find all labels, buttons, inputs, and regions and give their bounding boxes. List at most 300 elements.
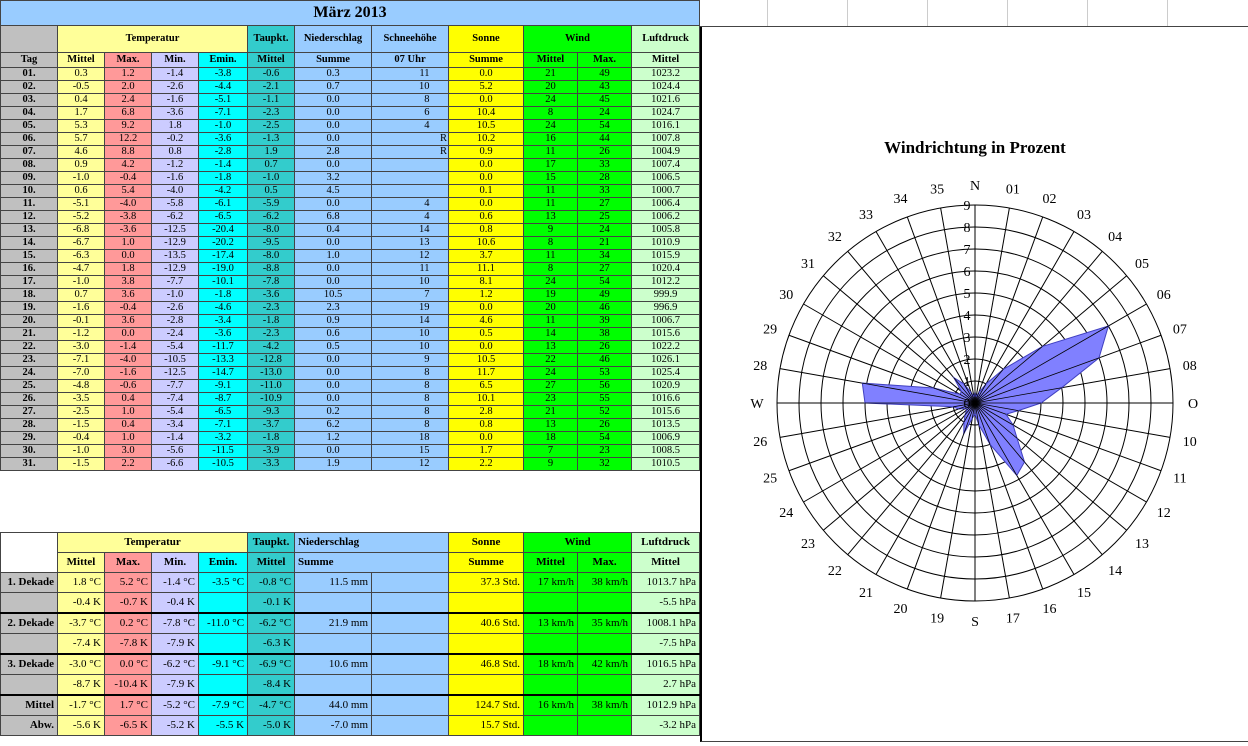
- sum-cell-sonne: 15.7 Std.: [449, 716, 524, 736]
- cell-sonne: 1.2: [449, 289, 524, 302]
- cell-luftdruck: 1015.6: [632, 328, 700, 341]
- cell-max: 2.2: [105, 458, 152, 471]
- sum-cell-min: -5.2 °C: [152, 695, 199, 716]
- cell-min: -1.6: [152, 94, 199, 107]
- cell-wind-mittel: 24: [524, 120, 578, 133]
- hdr-tag: Tag: [1, 53, 58, 68]
- cell-luftdruck: 1023.2: [632, 68, 700, 81]
- cell-min: -2.6: [152, 81, 199, 94]
- direction-label: 35: [930, 182, 945, 198]
- cell-wind-mittel: 20: [524, 302, 578, 315]
- cell-emin: -20.2: [199, 237, 248, 250]
- cell-mittel: 0.7: [58, 289, 105, 302]
- direction-label: 16: [1042, 601, 1057, 617]
- cell-max: 9.2: [105, 120, 152, 133]
- cell-tag: 27.: [1, 406, 58, 419]
- cell-niederschlag: 2.8: [295, 146, 372, 159]
- sum-cell-label: Mittel: [1, 695, 58, 716]
- table-row: [1, 445, 700, 458]
- sum-cell-label: Abw.: [1, 716, 58, 736]
- cell-mittel: -7.0: [58, 367, 105, 380]
- table-row: [1, 432, 700, 445]
- cell-mittel: -1.2: [58, 328, 105, 341]
- cell-wind-max: 26: [578, 146, 632, 159]
- hdr-temperatur: Temperatur: [58, 26, 248, 53]
- sum-hdr-wind-mittel: Mittel: [524, 553, 578, 573]
- cell-wind-mittel: 11: [524, 185, 578, 198]
- cell-luftdruck: 1022.2: [632, 341, 700, 354]
- cell-schnee-flag: [433, 224, 449, 237]
- sum-cell-nied: 21.9 mm: [295, 613, 372, 634]
- sum-cell-luft: -7.5 hPa: [632, 634, 700, 655]
- cell-emin: -11.5: [199, 445, 248, 458]
- sum-cell-min: -6.2 °C: [152, 654, 199, 675]
- hdr-emin: Emin.: [199, 53, 248, 68]
- sum-cell-label: [1, 593, 58, 614]
- cell-wind-max: 38: [578, 328, 632, 341]
- cell-mittel: 5.7: [58, 133, 105, 146]
- cell-niederschlag: 0.0: [295, 198, 372, 211]
- cell-schnee-flag: [433, 198, 449, 211]
- cell-mittel: -3.5: [58, 393, 105, 406]
- cell-max: -4.0: [105, 354, 152, 367]
- sum-cell-wmittel: 16 km/h: [524, 695, 578, 716]
- summary-row: [1, 634, 700, 655]
- cell-max: 0.0: [105, 328, 152, 341]
- cell-min: -5.4: [152, 406, 199, 419]
- sum-cell-wmittel: [524, 634, 578, 655]
- hdr-wind-max: Max.: [578, 53, 632, 68]
- direction-label: N: [969, 179, 981, 194]
- cell-tag: 11.: [1, 198, 58, 211]
- wind-rose-chart: [702, 27, 1248, 741]
- wind-series-area: [862, 326, 1108, 475]
- cell-luftdruck: 1020.4: [632, 263, 700, 276]
- cell-min: -1.4: [152, 68, 199, 81]
- cell-schnee-flag: [433, 81, 449, 94]
- cell-luftdruck: 1006.2: [632, 211, 700, 224]
- cell-niederschlag: 10.5: [295, 289, 372, 302]
- sum-cell-wmax: [578, 675, 632, 696]
- cell-tag: 14.: [1, 237, 58, 250]
- cell-schnee: 11: [372, 68, 433, 81]
- cell-max: 3.6: [105, 289, 152, 302]
- cell-max: -4.0: [105, 198, 152, 211]
- cell-luftdruck: 1007.8: [632, 133, 700, 146]
- cell-emin: -20.4: [199, 224, 248, 237]
- cell-taupkt: -7.8: [248, 276, 295, 289]
- cell-sonne: 0.1: [449, 185, 524, 198]
- cell-wind-mittel: 8: [524, 263, 578, 276]
- cell-tag: 22.: [1, 341, 58, 354]
- cell-min: -4.0: [152, 185, 199, 198]
- cell-schnee-flag: [433, 107, 449, 120]
- cell-emin: -10.1: [199, 276, 248, 289]
- sum-cell-mittel: -7.4 K: [58, 634, 105, 655]
- sum-cell-wmittel: [524, 593, 578, 614]
- cell-emin: -3.2: [199, 432, 248, 445]
- cell-niederschlag: 0.0: [295, 107, 372, 120]
- cell-niederschlag: 0.0: [295, 120, 372, 133]
- direction-label: O: [1187, 397, 1199, 412]
- cell-emin: -8.7: [199, 393, 248, 406]
- sum-cell-spacer: [372, 613, 449, 634]
- sum-cell-max: 0.0 °C: [105, 654, 152, 675]
- cell-schnee: 13: [372, 237, 433, 250]
- table-row: [1, 406, 700, 419]
- table-row: [1, 315, 700, 328]
- direction-label: 19: [930, 611, 945, 627]
- cell-wind-mittel: 11: [524, 250, 578, 263]
- cell-niederschlag: 0.7: [295, 81, 372, 94]
- cell-min: -7.7: [152, 276, 199, 289]
- cell-emin: -10.5: [199, 458, 248, 471]
- ring-label: 4: [963, 309, 971, 324]
- hdr-mittel: Mittel: [58, 53, 105, 68]
- cell-luftdruck: 999.9: [632, 289, 700, 302]
- sum-cell-label: 1. Dekade: [1, 573, 58, 593]
- cell-wind-max: 49: [578, 289, 632, 302]
- cell-min: -1.0: [152, 289, 199, 302]
- cell-schnee: 9: [372, 354, 433, 367]
- cell-tag: 21.: [1, 328, 58, 341]
- cell-taupkt: -1.8: [248, 315, 295, 328]
- table-row: [1, 237, 700, 250]
- cell-min: -5.6: [152, 445, 199, 458]
- cell-emin: -1.0: [199, 120, 248, 133]
- cell-sonne: 0.0: [449, 341, 524, 354]
- table-row: [1, 354, 700, 367]
- sum-cell-sonne: 37.3 Std.: [449, 573, 524, 593]
- cell-schnee: 14: [372, 315, 433, 328]
- cell-schnee: 10: [372, 276, 433, 289]
- sum-cell-min: -7.9 K: [152, 675, 199, 696]
- table-row: [1, 146, 700, 159]
- summary-row: [1, 675, 700, 696]
- cell-sonne: 0.0: [449, 94, 524, 107]
- cell-taupkt: -2.3: [248, 328, 295, 341]
- cell-schnee-flag: [433, 276, 449, 289]
- cell-taupkt: -1.3: [248, 133, 295, 146]
- cell-wind-mittel: 13: [524, 341, 578, 354]
- sum-cell-mittel: 1.8 °C: [58, 573, 105, 593]
- sum-cell-taupkt: -6.9 °C: [248, 654, 295, 675]
- cell-min: -12.5: [152, 367, 199, 380]
- cell-mittel: -3.0: [58, 341, 105, 354]
- sum-cell-mittel: -8.7 K: [58, 675, 105, 696]
- cell-sonne: 0.0: [449, 302, 524, 315]
- cell-emin: -13.3: [199, 354, 248, 367]
- direction-label: 21: [859, 585, 873, 601]
- cell-niederschlag: 6.2: [295, 419, 372, 432]
- cell-sonne: 0.5: [449, 328, 524, 341]
- direction-label: 15: [1077, 585, 1091, 601]
- table-row: [1, 133, 700, 146]
- empty-header-cells: [699, 0, 1248, 27]
- cell-sonne: 0.0: [449, 159, 524, 172]
- cell-luftdruck: 1006.7: [632, 315, 700, 328]
- sum-cell-taupkt: -8.4 K: [248, 675, 295, 696]
- sum-cell-sonne: 46.8 Std.: [449, 654, 524, 675]
- cell-max: 2.0: [105, 81, 152, 94]
- hdr-luftdruck: Luftdruck: [632, 26, 700, 53]
- cell-schnee: 7: [372, 289, 433, 302]
- cell-min: -2.4: [152, 328, 199, 341]
- sum-cell-sonne: 40.6 Std.: [449, 613, 524, 634]
- cell-schnee-flag: [433, 94, 449, 107]
- cell-min: -1.2: [152, 159, 199, 172]
- cell-mittel: -6.8: [58, 224, 105, 237]
- cell-taupkt: -3.6: [248, 289, 295, 302]
- cell-tag: 18.: [1, 289, 58, 302]
- sum-cell-emin: [199, 675, 248, 696]
- cell-wind-mittel: 11: [524, 198, 578, 211]
- sum-hdr-summe: Summe: [295, 553, 449, 573]
- cell-sonne: 10.2: [449, 133, 524, 146]
- cell-schnee-flag: [433, 289, 449, 302]
- cell-schnee: 4: [372, 198, 433, 211]
- ring-label: 7: [963, 243, 971, 258]
- cell-taupkt: -12.8: [248, 354, 295, 367]
- cell-taupkt: -2.1: [248, 81, 295, 94]
- direction-label: 08: [1182, 359, 1197, 375]
- cell-luftdruck: 1025.4: [632, 367, 700, 380]
- cell-tag: 15.: [1, 250, 58, 263]
- cell-sonne: 0.0: [449, 68, 524, 81]
- cell-wind-mittel: 23: [524, 393, 578, 406]
- cell-max: 4.2: [105, 159, 152, 172]
- cell-wind-mittel: 13: [524, 211, 578, 224]
- sum-cell-spacer: [372, 593, 449, 614]
- sum-cell-wmittel: [524, 716, 578, 736]
- cell-sonne: 11.1: [449, 263, 524, 276]
- cell-wind-max: 39: [578, 315, 632, 328]
- cell-tag: 08.: [1, 159, 58, 172]
- cell-emin: -3.8: [199, 68, 248, 81]
- direction-label: 05: [1134, 256, 1149, 272]
- cell-taupkt: -10.9: [248, 393, 295, 406]
- sum-cell-wmittel: 18 km/h: [524, 654, 578, 675]
- cell-taupkt: 0.7: [248, 159, 295, 172]
- sum-cell-wmittel: [524, 675, 578, 696]
- sum-cell-label: 3. Dekade: [1, 654, 58, 675]
- sum-cell-spacer: [372, 573, 449, 593]
- cell-schnee: 8: [372, 94, 433, 107]
- cell-taupkt: -1.8: [248, 432, 295, 445]
- sum-cell-luft: 1016.5 hPa: [632, 654, 700, 675]
- direction-label: 07: [1172, 322, 1187, 338]
- cell-tag: 17.: [1, 276, 58, 289]
- direction-label: 29: [763, 322, 778, 338]
- ring-label: 0: [963, 397, 971, 412]
- cell-taupkt: -8.0: [248, 224, 295, 237]
- sum-cell-wmax: 35 km/h: [578, 613, 632, 634]
- cell-max: 0.4: [105, 393, 152, 406]
- sum-cell-spacer: [372, 634, 449, 655]
- corner-cell: [1, 26, 58, 53]
- cell-wind-max: 28: [578, 172, 632, 185]
- cell-taupkt: -4.2: [248, 341, 295, 354]
- cell-luftdruck: 1015.6: [632, 406, 700, 419]
- table-row: [1, 367, 700, 380]
- cell-wind-max: 44: [578, 133, 632, 146]
- direction-label: 04: [1108, 230, 1123, 246]
- table-row: [1, 276, 700, 289]
- hdr-taupkt-mittel: Mittel: [248, 53, 295, 68]
- cell-mittel: -0.5: [58, 81, 105, 94]
- cell-wind-max: 27: [578, 263, 632, 276]
- cell-schnee-flag: [433, 185, 449, 198]
- cell-wind-max: 26: [578, 341, 632, 354]
- cell-schnee-flag: [433, 406, 449, 419]
- cell-schnee-flag: [433, 211, 449, 224]
- cell-schnee-flag: [433, 328, 449, 341]
- cell-min: -12.9: [152, 237, 199, 250]
- cell-taupkt: -3.3: [248, 458, 295, 471]
- sum-cell-emin: -3.5 °C: [199, 573, 248, 593]
- sum-cell-taupkt: -6.2 °C: [248, 613, 295, 634]
- cell-max: -0.4: [105, 302, 152, 315]
- cell-tag: 20.: [1, 315, 58, 328]
- sum-cell-min: -7.9 K: [152, 634, 199, 655]
- cell-tag: 13.: [1, 224, 58, 237]
- sum-cell-wmax: [578, 716, 632, 736]
- page-title: März 2013: [1, 1, 700, 26]
- cell-schnee: 18: [372, 432, 433, 445]
- direction-label: 13: [1134, 537, 1149, 553]
- sum-cell-wmittel: 17 km/h: [524, 573, 578, 593]
- cell-tag: 23.: [1, 354, 58, 367]
- sum-hdr-wind: Wind: [524, 533, 632, 553]
- cell-schnee-flag: [433, 159, 449, 172]
- sum-cell-luft: -3.2 hPa: [632, 716, 700, 736]
- direction-label: 32: [827, 230, 842, 246]
- cell-mittel: -1.5: [58, 458, 105, 471]
- cell-niederschlag: 1.2: [295, 432, 372, 445]
- cell-emin: -7.1: [199, 419, 248, 432]
- cell-max: 1.2: [105, 68, 152, 81]
- cell-luftdruck: 1006.4: [632, 198, 700, 211]
- cell-sonne: 0.0: [449, 432, 524, 445]
- cell-sonne: 2.2: [449, 458, 524, 471]
- cell-niederschlag: 0.0: [295, 237, 372, 250]
- cell-schnee: 8: [372, 393, 433, 406]
- sum-cell-luft: 1012.9 hPa: [632, 695, 700, 716]
- cell-emin: -11.7: [199, 341, 248, 354]
- sum-hdr-temperatur: Temperatur: [58, 533, 248, 553]
- cell-luftdruck: 1013.5: [632, 419, 700, 432]
- cell-wind-mittel: 13: [524, 419, 578, 432]
- table-row: [1, 393, 700, 406]
- cell-schnee-flag: [433, 120, 449, 133]
- cell-mittel: 0.3: [58, 68, 105, 81]
- cell-wind-max: 33: [578, 185, 632, 198]
- sum-corner: [1, 533, 58, 573]
- direction-label: 17: [1005, 611, 1020, 627]
- hdr-wind-mittel: Mittel: [524, 53, 578, 68]
- cell-sonne: 0.0: [449, 198, 524, 211]
- sum-cell-max: -0.7 K: [105, 593, 152, 614]
- cell-emin: -14.7: [199, 367, 248, 380]
- cell-wind-mittel: 9: [524, 458, 578, 471]
- direction-label: W: [750, 397, 764, 412]
- cell-luftdruck: 1021.6: [632, 94, 700, 107]
- sum-cell-spacer: [372, 654, 449, 675]
- hdr-nied-summe: Summe: [295, 53, 372, 68]
- cell-mittel: 0.4: [58, 94, 105, 107]
- cell-tag: 07.: [1, 146, 58, 159]
- cell-min: -0.2: [152, 133, 199, 146]
- cell-niederschlag: 0.0: [295, 380, 372, 393]
- cell-luftdruck: 1026.1: [632, 354, 700, 367]
- cell-max: -3.8: [105, 211, 152, 224]
- sum-cell-taupkt: -5.0 K: [248, 716, 295, 736]
- table-row: [1, 211, 700, 224]
- cell-wind-max: 52: [578, 406, 632, 419]
- cell-taupkt: -3.7: [248, 419, 295, 432]
- cell-mittel: -2.5: [58, 406, 105, 419]
- cell-min: -12.5: [152, 224, 199, 237]
- cell-wind-max: 23: [578, 445, 632, 458]
- sum-hdr-emin: Emin.: [199, 553, 248, 573]
- cell-sonne: 11.7: [449, 367, 524, 380]
- table-row: [1, 94, 700, 107]
- cell-tag: 26.: [1, 393, 58, 406]
- cell-taupkt: -6.2: [248, 211, 295, 224]
- cell-luftdruck: 1016.1: [632, 120, 700, 133]
- sum-cell-mittel: -5.6 K: [58, 716, 105, 736]
- hdr-schneehoehe: Schneehöhe: [372, 26, 449, 53]
- cell-mittel: -4.7: [58, 263, 105, 276]
- cell-luftdruck: 1020.9: [632, 380, 700, 393]
- cell-sonne: 0.9: [449, 146, 524, 159]
- sum-cell-nied: -7.0 mm: [295, 716, 372, 736]
- table-row: [1, 250, 700, 263]
- cell-sonne: 6.5: [449, 380, 524, 393]
- cell-schnee-flag: [433, 172, 449, 185]
- cell-wind-max: 55: [578, 393, 632, 406]
- cell-sonne: 1.7: [449, 445, 524, 458]
- sum-cell-wmax: [578, 634, 632, 655]
- sum-hdr-sonne: Sonne: [449, 533, 524, 553]
- cell-taupkt: 1.9: [248, 146, 295, 159]
- cell-tag: 19.: [1, 302, 58, 315]
- direction-label: 12: [1156, 506, 1171, 521]
- table-row: [1, 198, 700, 211]
- ring-label: 2: [963, 353, 971, 368]
- cell-mittel: -0.4: [58, 432, 105, 445]
- table-row: [1, 341, 700, 354]
- cell-luftdruck: 1006.9: [632, 432, 700, 445]
- cell-tag: 16.: [1, 263, 58, 276]
- cell-tag: 12.: [1, 211, 58, 224]
- cell-max: -0.6: [105, 380, 152, 393]
- sum-cell-nied: 44.0 mm: [295, 695, 372, 716]
- cell-tag: 28.: [1, 419, 58, 432]
- cell-tag: 03.: [1, 94, 58, 107]
- sum-cell-wmax: [578, 593, 632, 614]
- cell-wind-max: 53: [578, 367, 632, 380]
- sum-cell-luft: 1008.1 hPa: [632, 613, 700, 634]
- cell-min: -1.6: [152, 172, 199, 185]
- cell-schnee: 11: [372, 263, 433, 276]
- cell-emin: -6.5: [199, 406, 248, 419]
- sum-hdr-min: Min.: [152, 553, 199, 573]
- sum-cell-sonne: [449, 675, 524, 696]
- cell-wind-mittel: 15: [524, 172, 578, 185]
- sum-cell-taupkt: -4.7 °C: [248, 695, 295, 716]
- sum-cell-max: -10.4 K: [105, 675, 152, 696]
